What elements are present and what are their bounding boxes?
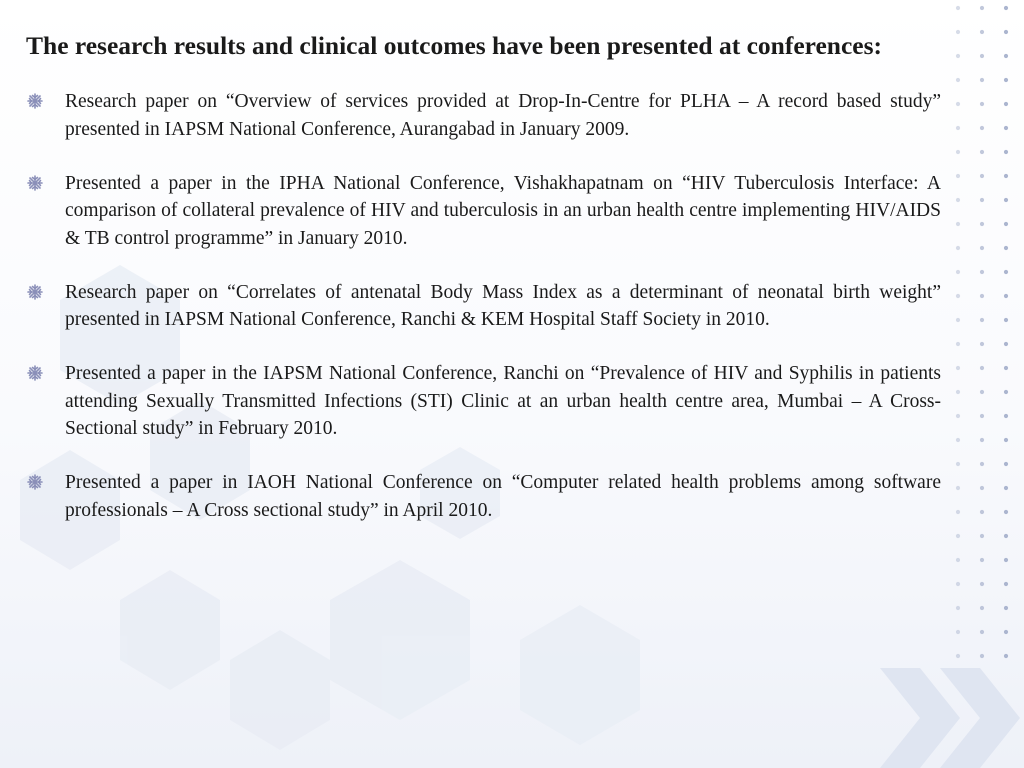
background-dot [956, 30, 960, 34]
background-dot [956, 198, 960, 202]
background-dot [1004, 318, 1008, 322]
background-dot [1004, 222, 1008, 226]
snowflake-bullet-icon [27, 93, 43, 109]
background-dot [956, 54, 960, 58]
background-dot [980, 390, 984, 394]
background-dot [956, 294, 960, 298]
background-dot [956, 630, 960, 634]
background-dot [1004, 6, 1008, 10]
background-dot [1004, 438, 1008, 442]
background-dot [980, 342, 984, 346]
background-dot [980, 198, 984, 202]
background-dot [980, 414, 984, 418]
background-dot [1004, 342, 1008, 346]
background-dot [980, 654, 984, 658]
background-dot [980, 294, 984, 298]
background-dot [1004, 630, 1008, 634]
background-dot [956, 342, 960, 346]
background-dot [980, 222, 984, 226]
background-dot [956, 246, 960, 250]
background-dot [1004, 582, 1008, 586]
background-dot [956, 270, 960, 274]
conference-list [26, 88, 941, 524]
background-dot [1004, 654, 1008, 658]
snowflake-bullet-icon [27, 365, 43, 381]
background-dot [956, 462, 960, 466]
background-dot [980, 246, 984, 250]
background-dot [1004, 30, 1008, 34]
background-dot [980, 630, 984, 634]
background-dot [1004, 414, 1008, 418]
background-dot [1004, 102, 1008, 106]
background-dot [1004, 78, 1008, 82]
background-dot [956, 366, 960, 370]
slide-content [26, 28, 941, 551]
list-item-text: Presented a paper in the IPHA National Conference, Vishakhapatnam on “HIV Tuberculosis Interface: A comparison of collateral prevalence of HIV and tuberculosis in an urban health centre implementing HIV/AIDS & TB control programme” in January 2010. [65, 172, 941, 249]
background-dot [980, 126, 984, 130]
background-dot [956, 438, 960, 442]
background-dot [956, 606, 960, 610]
background-dot [980, 78, 984, 82]
background-dot [1004, 198, 1008, 202]
background-dot [956, 174, 960, 178]
background-dot [956, 318, 960, 322]
list-item-text: Research paper on “Correlates of antenatal Body Mass Index as a determinant of neonatal birth weight” presented in IAPSM National Conference, Ranchi & KEM Hospital Staff Society in 2010. [65, 281, 941, 330]
background-dot [956, 582, 960, 586]
background-dot [1004, 294, 1008, 298]
background-dot [980, 510, 984, 514]
background-dot [1004, 174, 1008, 178]
snowflake-bullet-icon [27, 474, 43, 490]
background-dot [956, 126, 960, 130]
list-item [26, 360, 941, 443]
background-dot [980, 54, 984, 58]
background-dot [980, 174, 984, 178]
background-dot [1004, 150, 1008, 154]
background-dot [980, 438, 984, 442]
background-dot [956, 78, 960, 82]
background-dot [956, 558, 960, 562]
list-item-text: Presented a paper in IAOH National Conference on “Computer related health problems among software professionals – A Cross sectional study” in April 2010. [65, 472, 941, 521]
list-item-text: Research paper on “Overview of services provided at Drop-In-Centre for PLHA – A record based study” presented in IAPSM National Conference, Aurangabad in January 2009. [65, 91, 941, 140]
list-item [26, 88, 941, 143]
snowflake-bullet-icon [27, 175, 43, 191]
background-dot [980, 6, 984, 10]
background-dot [980, 486, 984, 490]
background-dot [1004, 246, 1008, 250]
background-dot [1004, 558, 1008, 562]
list-item [26, 469, 941, 524]
background-dot [956, 534, 960, 538]
background-dot [1004, 270, 1008, 274]
background-dot [956, 222, 960, 226]
background-dot [1004, 486, 1008, 490]
slide-title: The research results and clinical outcomes have been presented at conferences: [26, 31, 883, 60]
background-dot [1004, 390, 1008, 394]
background-dot [1004, 366, 1008, 370]
list-item [26, 170, 941, 253]
background-dot [980, 102, 984, 106]
background-dot [956, 510, 960, 514]
background-dot [980, 366, 984, 370]
background-dot [956, 390, 960, 394]
background-dot [980, 558, 984, 562]
background-dot [980, 582, 984, 586]
background-dot [1004, 510, 1008, 514]
background-dot [980, 462, 984, 466]
list-item [26, 279, 941, 334]
background-dot [980, 606, 984, 610]
background-dot [980, 150, 984, 154]
background-dot [956, 102, 960, 106]
background-dot [1004, 606, 1008, 610]
background-dot [980, 270, 984, 274]
background-dot [956, 414, 960, 418]
background-dot [980, 534, 984, 538]
background-dot [1004, 126, 1008, 130]
background-dot [956, 6, 960, 10]
background-dot [956, 486, 960, 490]
snowflake-bullet-icon [27, 284, 43, 300]
background-dot [1004, 54, 1008, 58]
background-dot [956, 654, 960, 658]
background-dot [956, 150, 960, 154]
background-dot [980, 30, 984, 34]
background-dot [1004, 462, 1008, 466]
background-dot [980, 318, 984, 322]
list-item-text: Presented a paper in the IAPSM National Conference, Ranchi on “Prevalence of HIV and Syphilis in patients attending Sexually Transmitted Infections (STI) Clinic at an urban health centre area, Mumbai – A Cross-Sectional study” in February 2010. [65, 363, 941, 439]
background-dot [1004, 534, 1008, 538]
